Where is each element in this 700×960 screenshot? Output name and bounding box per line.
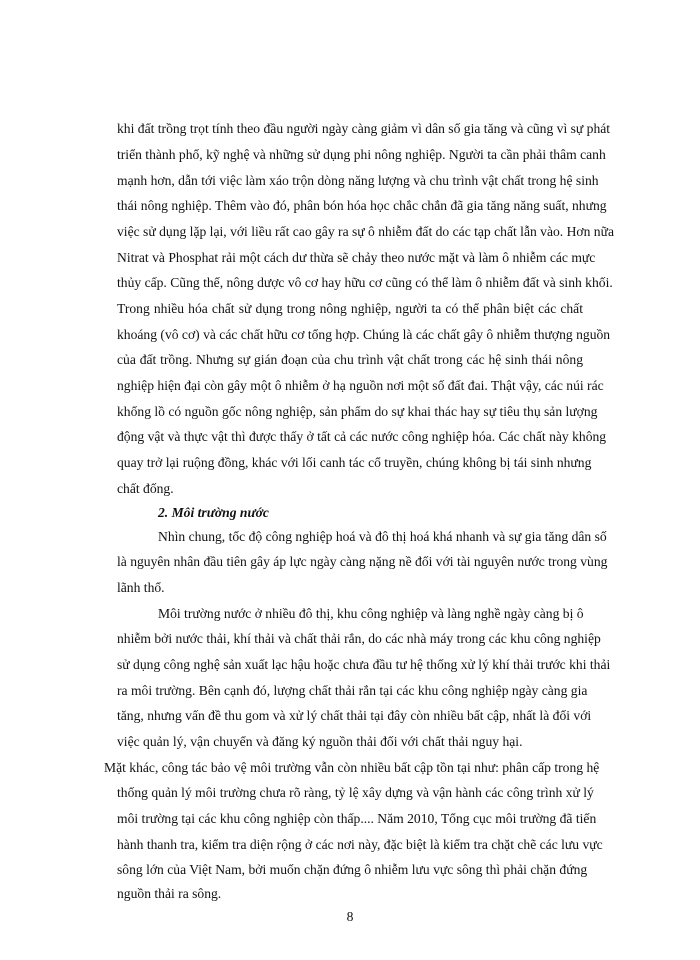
paragraph-1-line: động vật và thực vật thì được thấy ở tất cả các nước công nghiệp hóa. Các chất này không	[117, 429, 607, 444]
paragraph-3-line: việc quản lý, vận chuyển và đăng ký nguồn thải đối với chất thải nguy hại.	[117, 734, 523, 749]
page-number: 8	[346, 909, 354, 924]
paragraph-4-line: Mặt khác, công tác bảo vệ môi trường vẫn còn nhiều bất cập tồn tại như: phân cấp trong hệ	[104, 760, 600, 775]
paragraph-1-line: thủy cấp. Cũng thế, nông dược vô cơ hay hữu cơ cũng có thể làm ô nhiễm đất và sinh khối.	[117, 275, 613, 290]
paragraph-1-line: quay trở lại ruộng đồng, khác với lối canh tác cổ truyền, chúng không bị tái sinh nhưng	[117, 455, 592, 470]
paragraph-3-line: Môi trường nước ở nhiều đô thị, khu công nghiệp và làng nghề ngày càng bị ô	[158, 606, 584, 621]
paragraph-1-line: Trong nhiều hóa chất sử dụng trong nông nghiệp, người ta có thể phân biệt các chất	[117, 301, 583, 316]
paragraph-2-line: Nhìn chung, tốc độ công nghiệp hoá và đô thị hoá khá nhanh và sự gia tăng dân số	[158, 529, 607, 544]
paragraph-1-line: khoáng (vô cơ) và các chất hữu cơ tổng hợp. Chúng là các chất gây ô nhiễm thượng nguồn	[117, 327, 611, 342]
paragraph-1-line: triển thành phố, kỹ nghệ và những sử dụng phi nông nghiệp. Người ta cần phải thâm canh	[117, 147, 606, 162]
paragraph-1-line: khổng lồ có nguồn gốc nông nghiệp, sản phẩm do sự khai thác hay sự tiêu thụ sản lượng	[117, 404, 598, 419]
paragraph-1-line: của đất trồng. Nhưng sự gián đoạn của chu trình vật chất trong các hệ sinh thái nông	[117, 352, 583, 367]
paragraph-3-line: ra môi trường. Bên cạnh đó, lượng chất thải rắn tại các khu công nghiệp ngày càng gia	[117, 683, 588, 698]
paragraph-4-line: thống quản lý môi trường chưa rõ ràng, tỷ lệ xây dựng và vận hành các công trình xử lý	[117, 785, 594, 800]
paragraph-1-line: thái nông nghiệp. Thêm vào đó, phân bón hóa học chắc chắn đã gia tăng năng suất, nhưng	[117, 198, 607, 213]
paragraph-2-line: là nguyên nhân đầu tiên gây áp lực ngày càng nặng nề đối với tài nguyên nước trong vùng	[117, 554, 608, 569]
paragraph-1-line: chất đống.	[117, 481, 174, 496]
paragraph-4-line: nguồn thải ra sông.	[117, 886, 222, 901]
paragraph-3-line: sử dụng công nghệ sản xuất lạc hậu hoặc chưa đầu tư hệ thống xử lý khí thải trước khi thải	[117, 657, 611, 672]
paragraph-4-line: môi trường tại các khu công nghiệp còn thấp.... Năm 2010, Tổng cục môi trường đã tiến	[117, 811, 597, 826]
paragraph-3-line: tăng, nhưng vấn đề thu gom và xử lý chất thải tại đây còn nhiều bất cập, nhất là đối với	[117, 708, 592, 723]
section-heading: 2. Môi trường nước	[158, 505, 269, 520]
paragraph-4-line: hành thanh tra, kiểm tra diện rộng ở các nơi này, đặc biệt là kiểm tra chặt chẽ các lưu vực	[117, 837, 603, 852]
paragraph-4-line: sông lớn của Việt Nam, bởi muốn chặn đứng ô nhiễm lưu vực sông thì phải chặn đứng	[117, 862, 588, 877]
paragraph-1-line: mạnh hơn, dẫn tới việc làm xáo trộn dòng năng lượng và chu trình vật chất trong hệ sinh	[117, 173, 599, 188]
paragraph-2-line: lãnh thổ.	[117, 580, 165, 595]
paragraph-1-line: nghiệp hiện đại còn gây một ô nhiễm ở hạ nguồn nơi một số đất đai. Thật vậy, các núi rác	[117, 378, 604, 393]
paragraph-1-line: khi đất trồng trọt tính theo đầu người ngày càng giảm vì dân số gia tăng và cũng vì sự phát	[117, 121, 611, 136]
paragraph-1-line: việc sử dụng lặp lại, với liều rất cao gây ra sự ô nhiễm đất do các tạp chất lẫn vào. Hơn nữa	[117, 224, 614, 239]
paragraph-1-line: Nitrat và Phosphat rải một cách dư thừa sẽ chảy theo nước mặt và làm ô nhiễm các mực	[117, 250, 596, 265]
paragraph-3-line: nhiễm bởi nước thải, khí thải và chất thải rắn, do các nhà máy trong các khu công nghiệp	[117, 631, 601, 646]
